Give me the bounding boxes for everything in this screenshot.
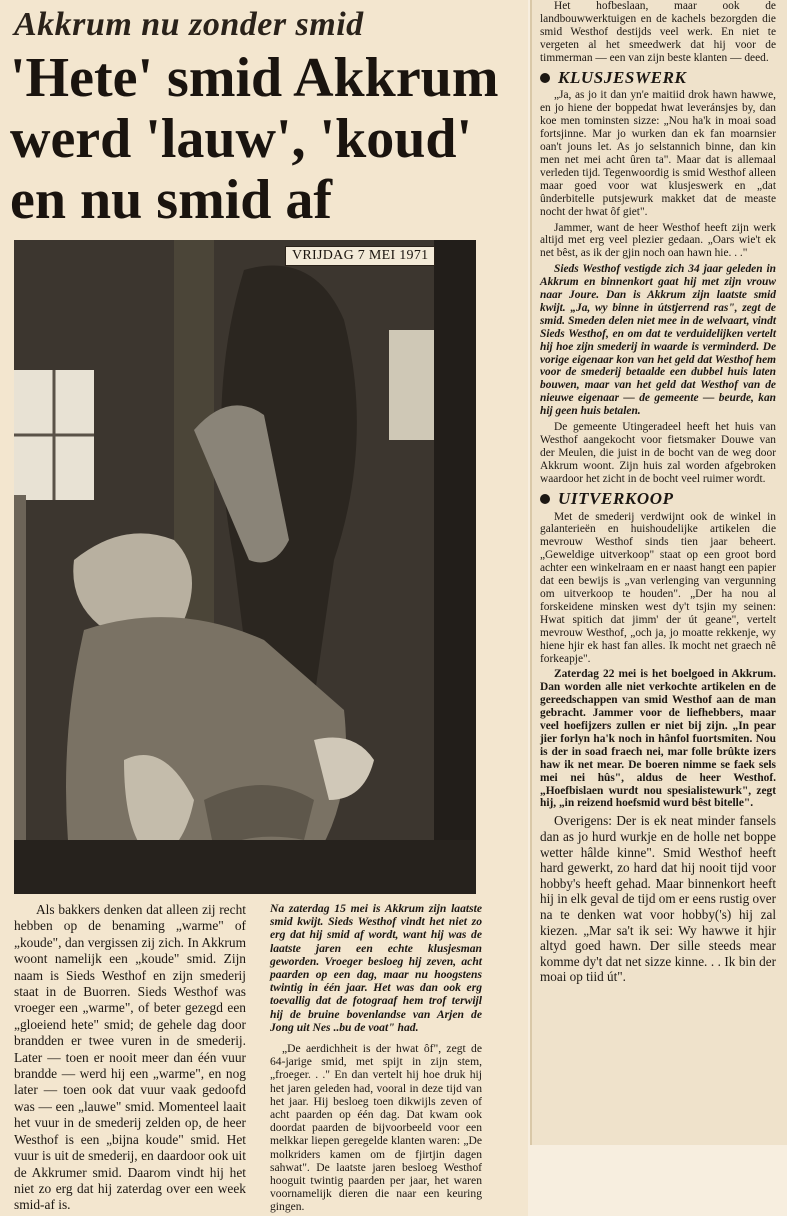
bullet-icon [540, 494, 550, 504]
paragraph: Het hofbeslaan, maar ook de landbouwwerktuigen en de kachels bezorgden die smid Westhof destijds veel werk. En niet te vergeten al het smeedwerk dat hij voor de timmerman — een van zijn beste klanten — deed. [540, 0, 776, 64]
photo-caption [270, 902, 482, 1034]
column-middle [270, 1042, 482, 1214]
column-intro [14, 902, 246, 1214]
bullet-icon [540, 73, 550, 83]
headline [10, 47, 499, 231]
blacksmith-photo [14, 240, 476, 894]
headline-line: 'Hete' smid Akkrum [10, 47, 499, 109]
column-right [540, 0, 776, 988]
paragraph: Met de smederij verdwijnt ook de winkel in galanterieën en huishoudelijke artikelen die mevrouw Westhof sinds tien jaar beheert. „Geweldige uitverkoop" staat op een groot bord achter een winkelraam en er naast hangt een papier dat een bewijs is „van verlenging van vergunning om uitverkoop te houden". „Der ha nou al forskeidene minsken west dy't tsjin my seinen: Hwat spitich dat jimm' der út geane", vertelt mevrouw Westhof, „och ja, jo moatte rekkenje, wy hiene hjir ek hast fan alles. Ik mocht net graech nê forkeapje". [540, 510, 776, 665]
kicker: Akkrum nu zonder smid [14, 6, 364, 43]
paragraph: „De aerdichheit is der hwat ôf", zegt de 64-jarige smid, met spijt in zijn stem, „froeger. . ." En dan vertelt hij hoe druk hij het jaren geleden had, vooral in deze tijd van het jaar. Hij besloeg toen dikwijls zeven of acht paarden op één dag. Dat kwam ook doordat paarden de bijvoorbeeld voor een melkkar liepen geregelde klanten waren: „De molkriders kamen om de fjirtjin dagen sahwat". De laatste jaren besloeg Westhof hooguit twintig paarden per jaar, het waren voornamelijk dieren die naar een keuring gingen. [270, 1042, 482, 1214]
paragraph: Zaterdag 22 mei is het boelgoed in Akkrum. Dan worden alle niet verkochte artikelen en de gereedschappen van smid Westhof aan de man gebracht. Jammer voor de liefhebbers, maar veel hoefijzers zullen er niet bij zijn. „In pear jier forlyn ha'k noch in hânfol fuortsmiten. Nou is der in soad fraech nei, mar folle brûkte izers haw ik net mear. De boeren nimme se faek sels mei nei hûs", aldus de heer Westhof. „Hoefbislaen wurdt nou spesialistewurk", zegt hij, „in reizend hoefsmid wurd bêst bitelle". [540, 668, 776, 810]
paragraph: Jammer, want de heer Westhof heeft zijn werk altijd met erg veel plezier gedaan. „Oars wie't ek net bêst, as ik der gjin noch oan hawn hie. . ." [540, 221, 776, 260]
paragraph: Sieds Westhof vestigde zich 34 jaar geleden in Akkrum en binnenkort gaat hij met zijn vrouw naar Joure. Dan is Akkrum zijn laatste smid kwijt. „Ja, wy binne in útstjerrend ras", zegt de smid. Smeden delen niet mee in de welvaart, vindt Sieds Westhof, en om dat te verduidelijken vertelt hij hoe zijn smederij in waarde is verminderd. De vorige eigenaar kon van het geld dat Westhof hem voor de smederij betaalde een dubbel huis laten bouwen, maar van het geld dat Westhof van de nieuwe eigenaar — de gemeente — beurde, kan hij geen huis betalen. [540, 263, 776, 418]
caption-text: Na zaterdag 15 mei is Akkrum zijn laatste smid kwijt. Sieds Westhof vindt het niet zo erg dat hij smid af wordt, want hij was de laatste jaren een echte klusjesman geworden. Vroeger besloeg hij zeven, acht paarden op een dag, maar nu hoogstens twintig in één jaar. Het was dan ook erg toevallig dat de fotograaf hem trof terwijl hij de bruine bovenlandse van Arjen de Jong uit Nes ..bu de voat" had. [270, 902, 482, 1034]
headline-line: werd 'lauw', 'koud' [10, 108, 473, 170]
subheading-uitverkoop [540, 488, 776, 508]
subheading-text: UITVERKOOP [558, 488, 674, 508]
paragraph: De gemeente Utingeradeel heeft het huis van Westhof aangekocht voor fietsmaker Douwe van der Meulen, die juist in de bocht van de weg door Akkrum woont. Zijn huis zal worden afgebroken waardoor het zicht in de bocht veel ruimer wordt. [540, 421, 776, 485]
photo-illustration [14, 240, 476, 894]
dateline: VRIJDAG 7 MEI 1971 [285, 246, 435, 266]
subheading-text: KLUSJESWERK [558, 67, 687, 87]
paragraph: Overigens: Der is ek neat minder fansels dan as jo hurd wurkje en de holle net boppe wetter hâlde kinne". Smid Westhof heeft hard gewerkt, zo hard dat hij nooit tijd voor hobby's heeft gehad. Maar binnenkort heeft hij in elk geval de tijd om er eens rustig over na te denken wat voor hobby('s) hij zal kiezen. „Mar sa't ik sei: Wy hawwe it hjir altyd goed hawn. Der sille steeds mear komme dy't dat net sizze kinne. . . Ik bin der moai op tiid út". [540, 813, 776, 985]
subheading-klusjeswerk [540, 67, 776, 87]
headline-line: en nu smid af [10, 169, 333, 231]
paragraph: „Ja, as jo it dan yn'e maitiid drok hawn hawwe, en jo hiene der boppedat hwat leveránsjes by, dan koe men tominsten sizze: „Nou ha'k in moai soad fortsjinne. Mar jo wurken dan ek fan moarnsier oan't jouns let. As jo selstannich binne, dan kin men net mei acht ûren ta". Maar dat is allemaal verleden tijd. Tegenwoordig is smid Westhof alleen maar goed voor wat klusjeswerk en „dat ûnderbitelle putsjewurk makket dat de measte nocht der hwat ôf giet". [540, 89, 776, 218]
paragraph: Als bakkers denken dat alleen zij recht hebben op de benaming „warme" of „koude", dan vergissen zij zich. In Akkrum woont namelijk een „koude" smid. Zijn naam is Sieds Westhof en zijn smederij staat in de Buorren. Sieds Westhof was vroeger een „warme", of beter gezegd een „gloeiend hete" smid; de gehele dag door brandden er twee vuren in de smederij. Later — toen er nooit meer dan één vuur brandde — werd hij een „warme", en nog later — toen ook dat vuur vaak gedoofd was — een „lauwe" smid. Momenteel laait het vuur in de smederij zelden op, de heer Westhof is een „bijna koude" smid. Het vuur is uit de smederij, en daardoor ook uit de Akkrumer smid. Daarom vindt hij het niet zo erg dat hij zaterdag over een week smid-af is. [14, 902, 246, 1213]
